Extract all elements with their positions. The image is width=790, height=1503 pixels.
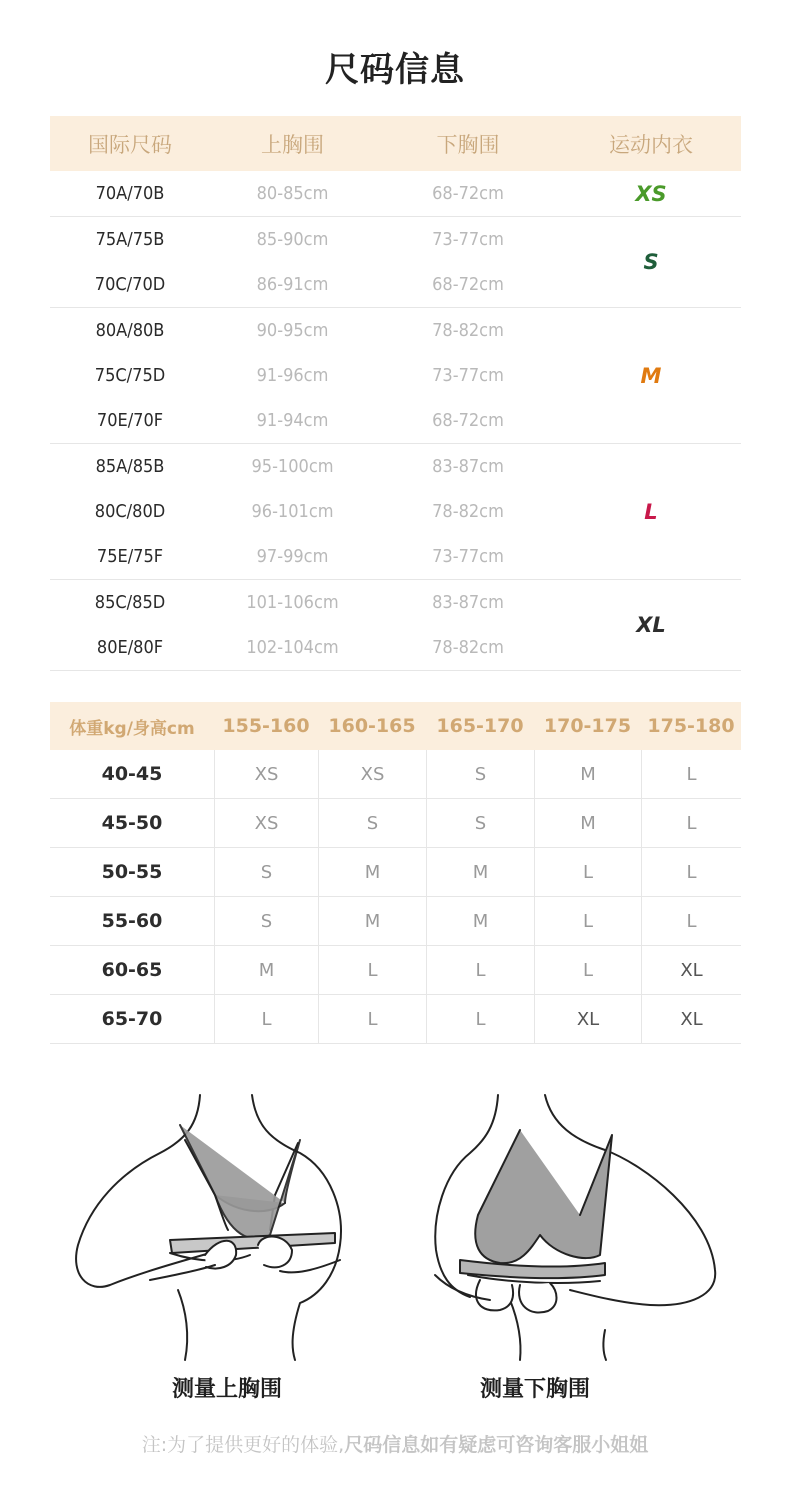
- note-emphasis: 尺码信息如有疑虑可咨询客服小姐姐: [344, 1434, 649, 1456]
- intl-size-cell: 80E/80F: [96, 637, 164, 658]
- upper-bust-cell: 91-96cm: [256, 365, 329, 386]
- size-cell: M: [318, 848, 426, 896]
- page-title: 尺码信息: [325, 50, 465, 90]
- table-row: [50, 353, 561, 398]
- size-cell: XS: [214, 750, 318, 798]
- size-cell: S: [426, 799, 534, 847]
- size-group: [50, 171, 741, 217]
- size-cell: XL: [534, 995, 641, 1043]
- intl-size-cell: 75A/75B: [95, 229, 165, 250]
- size-cell: L: [214, 995, 318, 1043]
- size-group-rows: [50, 171, 561, 216]
- upper-bust-cell: 85-90cm: [256, 229, 329, 250]
- size-group: [50, 444, 741, 580]
- table-row: [50, 995, 741, 1044]
- under-bust-cell: 68-72cm: [432, 410, 504, 431]
- table-row: [50, 534, 561, 579]
- table-row: [50, 897, 741, 946]
- intl-size-cell: 80A/80B: [95, 320, 165, 341]
- table-row: [50, 799, 741, 848]
- size-cell: M: [534, 799, 641, 847]
- upper-bust-cell: 102-104cm: [246, 637, 339, 658]
- size-cell: M: [426, 848, 534, 896]
- table-row: [50, 625, 561, 670]
- upper-bust-illustration: [76, 1095, 341, 1360]
- header-height: 160-165: [328, 715, 416, 737]
- under-bust-cell: 78-82cm: [432, 501, 504, 522]
- table-row: [50, 848, 741, 897]
- table-row: [50, 750, 741, 799]
- header-height: 165-170: [436, 715, 524, 737]
- under-bust-cell: 68-72cm: [432, 274, 504, 295]
- weight-cell: 60-65: [101, 959, 163, 981]
- intl-size-cell: 75C/75D: [94, 365, 166, 386]
- sports-bra-size: M: [640, 363, 662, 388]
- size-cell: M: [426, 897, 534, 945]
- upper-bust-label: 测量上胸围: [172, 1377, 283, 1402]
- under-bust-cell: 78-82cm: [432, 320, 504, 341]
- under-bust-cell: 73-77cm: [432, 546, 504, 567]
- under-bust-illustration: [435, 1095, 715, 1360]
- intl-size-cell: 75E/75F: [96, 546, 164, 567]
- size-cell: S: [214, 897, 318, 945]
- upper-bust-cell: 86-91cm: [256, 274, 329, 295]
- upper-bust-cell: 95-100cm: [251, 456, 334, 477]
- intl-size-cell: 80C/80D: [94, 501, 166, 522]
- size-cell: M: [534, 750, 641, 798]
- size-cell: L: [534, 946, 641, 994]
- header-intl-size: 国际尺码: [88, 132, 172, 157]
- size-cell: L: [426, 995, 534, 1043]
- intl-size-cell: 85C/85D: [94, 592, 166, 613]
- size-group: [50, 217, 741, 308]
- table-row: [50, 489, 561, 534]
- size-cell: S: [318, 799, 426, 847]
- table-row: [50, 308, 561, 353]
- measurement-illustrations: [0, 1085, 790, 1365]
- size-cell: L: [641, 897, 741, 945]
- under-bust-cell: 73-77cm: [432, 229, 504, 250]
- note-prefix: 注:为了提供更好的体验,: [141, 1434, 345, 1456]
- size-cell: XS: [214, 799, 318, 847]
- size-cell: L: [641, 848, 741, 896]
- table-row: [50, 580, 561, 625]
- table-row: [50, 262, 561, 307]
- upper-bust-cell: 91-94cm: [256, 410, 329, 431]
- size-cell: XL: [641, 995, 741, 1043]
- table-row: [50, 398, 561, 443]
- size-group-rows: [50, 217, 561, 307]
- weight-cell: 55-60: [101, 910, 163, 932]
- intl-size-cell: 70C/70D: [94, 274, 166, 295]
- under-bust-cell: 78-82cm: [432, 637, 504, 658]
- size-group-rows: [50, 444, 561, 579]
- weight-cell: 40-45: [101, 763, 163, 785]
- bra-size-table-header: [50, 116, 741, 171]
- bra-size-table: [50, 116, 741, 671]
- sports-bra-size: L: [644, 499, 658, 524]
- size-cell: S: [426, 750, 534, 798]
- sports-bra-size: S: [643, 250, 659, 274]
- under-bust-cell: 73-77cm: [432, 365, 504, 386]
- sports-bra-size: XL: [636, 613, 666, 637]
- size-cell: XS: [318, 750, 426, 798]
- size-group-rows: [50, 308, 561, 443]
- header-height: 170-175: [543, 715, 632, 737]
- table-row: [50, 444, 561, 489]
- size-cell: L: [641, 799, 741, 847]
- table-row: [50, 217, 561, 262]
- size-group: [50, 580, 741, 671]
- weight-cell: 50-55: [101, 861, 163, 883]
- header-corner: 体重kg/身高cm: [69, 718, 195, 739]
- under-bust-cell: 83-87cm: [432, 592, 504, 613]
- size-cell: M: [214, 946, 318, 994]
- size-cell: S: [214, 848, 318, 896]
- weight-cell: 45-50: [101, 812, 163, 834]
- size-cell: L: [318, 995, 426, 1043]
- intl-size-cell: 85A/85B: [95, 456, 165, 477]
- header-upper-bust: 上胸围: [261, 132, 324, 157]
- upper-bust-cell: 97-99cm: [256, 546, 329, 567]
- size-cell: L: [534, 848, 641, 896]
- intl-size-cell: 70E/70F: [96, 410, 164, 431]
- header-under-bust: 下胸围: [436, 132, 500, 157]
- size-cell: L: [426, 946, 534, 994]
- size-cell: M: [318, 897, 426, 945]
- size-group-rows: [50, 580, 561, 670]
- weight-height-table-header: [50, 702, 741, 750]
- under-bust-cell: 83-87cm: [432, 456, 504, 477]
- table-row: [50, 171, 561, 216]
- upper-bust-cell: 80-85cm: [256, 183, 329, 204]
- upper-bust-cell: 96-101cm: [251, 501, 334, 522]
- header-height: 175-180: [647, 715, 735, 737]
- size-cell: L: [534, 897, 641, 945]
- weight-height-table-body: [50, 750, 741, 1044]
- weight-height-size-table: [50, 702, 741, 1044]
- size-cell: L: [318, 946, 426, 994]
- weight-cell: 65-70: [101, 1008, 163, 1030]
- bra-size-table-body: [50, 171, 741, 671]
- upper-bust-cell: 90-95cm: [256, 320, 329, 341]
- under-bust-cell: 68-72cm: [432, 183, 504, 204]
- header-height: 155-160: [222, 715, 310, 737]
- upper-bust-cell: 101-106cm: [246, 592, 339, 613]
- header-sports-bra: 运动内衣: [609, 132, 693, 157]
- table-row: [50, 946, 741, 995]
- size-cell: L: [641, 750, 741, 798]
- intl-size-cell: 70A/70B: [95, 183, 165, 204]
- size-cell: XL: [641, 946, 741, 994]
- sports-bra-size: XS: [635, 181, 667, 206]
- under-bust-label: 测量下胸围: [480, 1377, 591, 1402]
- footer-note: [0, 1430, 790, 1457]
- size-group: [50, 308, 741, 444]
